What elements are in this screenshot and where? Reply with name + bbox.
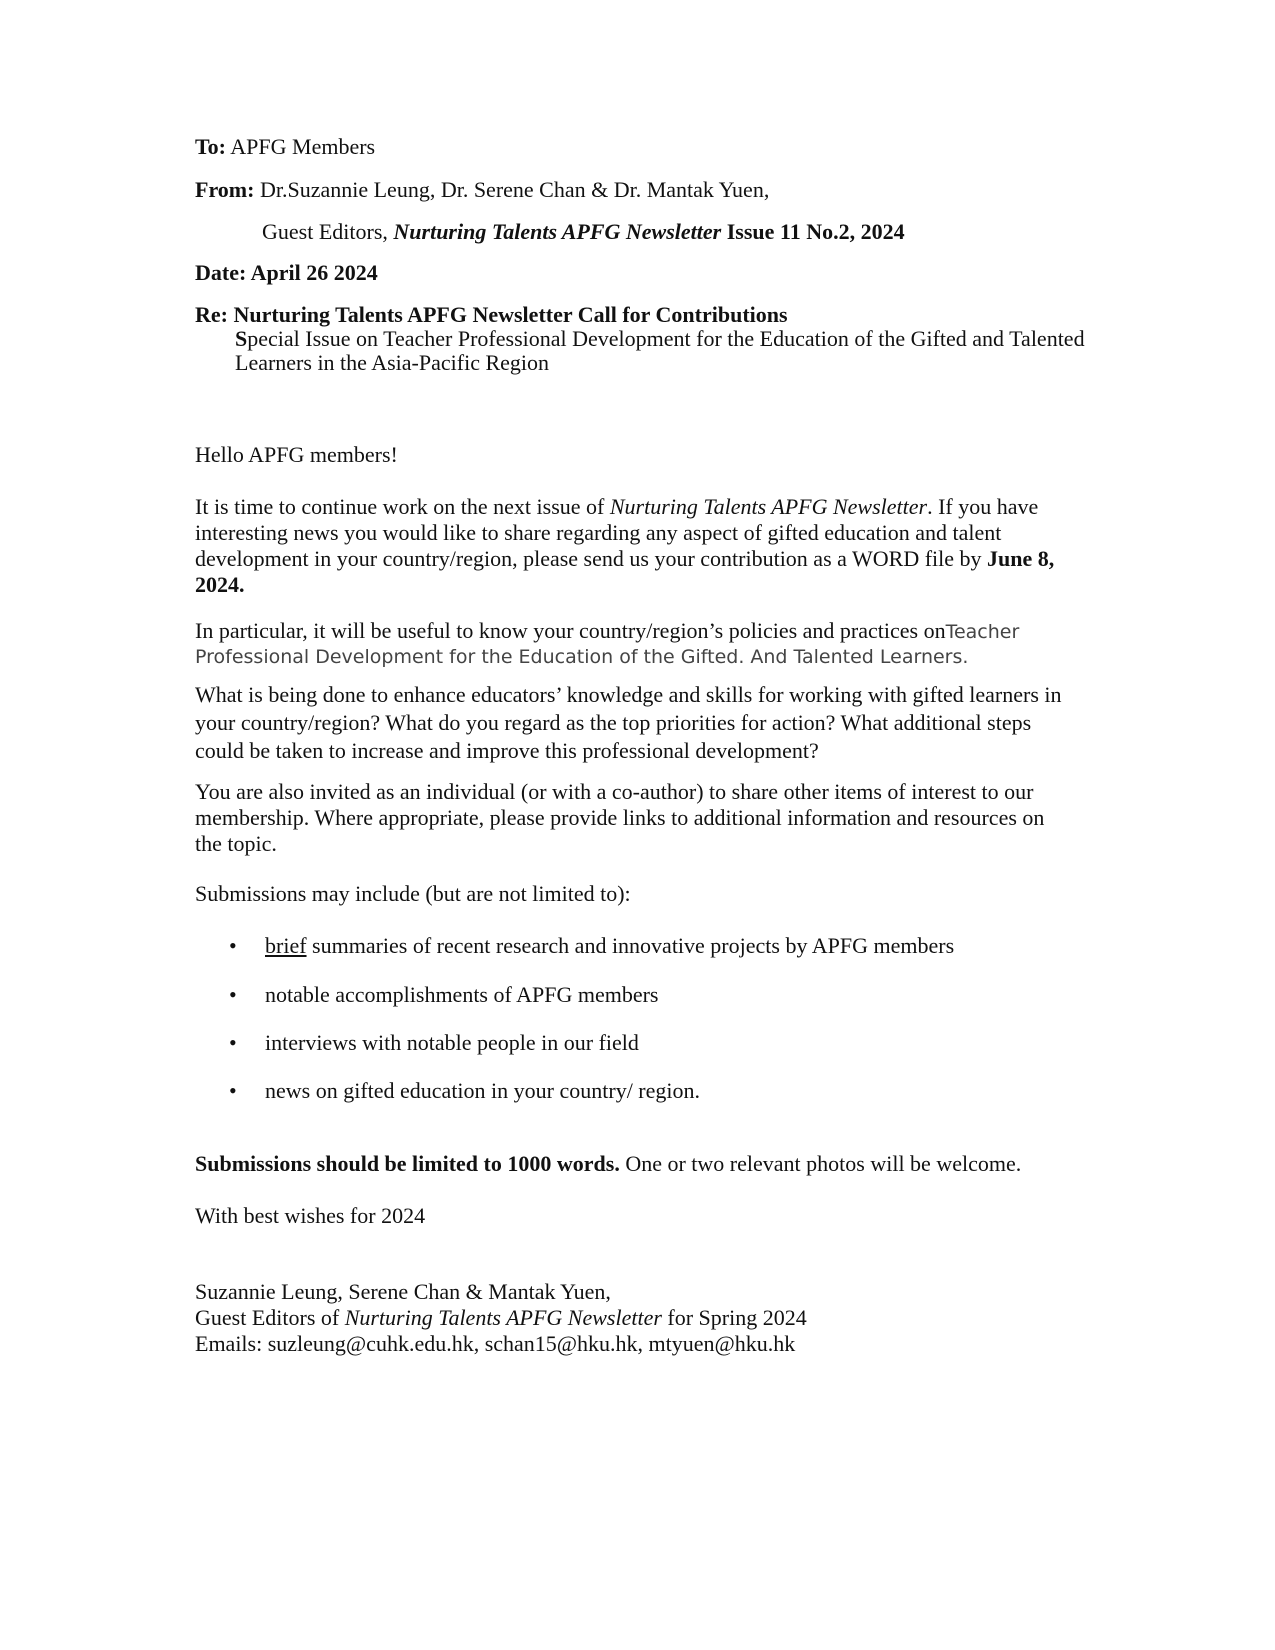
paragraph-4: You are also invited as an individual (or with a co-author) to share other items of interest to our membership. Where appropriate, please provide links to additional information and resources on the topic. — [195, 779, 1045, 856]
from-line-2 — [262, 219, 1162, 245]
from-newsletter-title: Nurturing Talents APFG Newsletter — [393, 219, 722, 244]
signature-emails: Emails: suzleung@cuhk.edu.hk, schan15@hku.hk, mtyuen@hku.hk — [195, 1331, 796, 1356]
word-limit-rest: One or two relevant photos will be welcome. — [619, 1151, 1022, 1176]
signature-role-suffix: for Spring 2024 — [661, 1305, 807, 1330]
from-label: From: — [195, 177, 255, 202]
signature-names: Suzannie Leung, Serene Chan & Mantak Yuen, — [195, 1279, 611, 1304]
paragraph-3: What is being done to enhance educators’ knowledge and skills for working with gifted learners in your country/region? What do you regard as the top priorities for action? What additional steps could be taken to increase and improve this professional development? — [195, 682, 1062, 763]
greeting: Hello APFG members! — [195, 442, 398, 467]
bullet1-rest: summaries of recent research and innovative projects by APFG members — [306, 933, 955, 958]
to-line — [195, 134, 1095, 160]
re-sub-rest: pecial Issue on Teacher Professional Development for the Education of the Gifted and Talented Learners in the Asia-Pacific Region — [235, 326, 1085, 375]
para1-deadline: June 8, 2024. — [195, 546, 1055, 597]
re-heading: Re: Nurturing Talents APFG Newsletter Call for Contributions — [195, 302, 788, 327]
paragraph-2 — [195, 619, 1075, 669]
para2-topic: Teacher Professional Development for the Education of the Gifted. And Talented Learners. — [195, 621, 1020, 668]
para2-part1: In particular, it will be useful to know your country/region’s policies and practices on — [195, 618, 946, 643]
list-item-text: notable accomplishments of APFG members — [265, 982, 659, 1007]
from-value: Dr.Suzannie Leung, Dr. Serene Chan & Dr. Mantak Yuen, — [254, 177, 770, 202]
to-label: To: — [195, 134, 226, 159]
word-limit-line — [195, 1151, 1195, 1177]
from-line — [195, 177, 1095, 203]
closing: With best wishes for 2024 — [195, 1203, 426, 1228]
signature-role-prefix: Guest Editors of — [195, 1305, 345, 1330]
list-item-text: news on gifted education in your country/ region. — [265, 1078, 701, 1103]
bullet-glyph: • — [229, 1030, 237, 1055]
list-item-text — [265, 933, 954, 959]
bullet1-underlined: brief — [265, 933, 307, 958]
paragraph-1 — [195, 494, 1065, 598]
signature-role — [195, 1305, 1095, 1331]
word-limit-bold: Submissions should be limited to 1000 words. — [195, 1151, 620, 1176]
from-role-prefix: Guest Editors, — [262, 219, 394, 244]
signature-newsletter-title: Nurturing Talents APFG Newsletter — [344, 1305, 662, 1330]
bullet-glyph: • — [229, 982, 237, 1007]
list-item-text: interviews with notable people in our field — [265, 1030, 639, 1055]
signature-block — [195, 1279, 1095, 1357]
from-issue: Issue 11 No.2, 2024 — [721, 219, 905, 244]
para1-part2: . If you have interesting news you would like to share regarding any aspect of gifted education and talent development in your country/region, please send us your contribution as a WORD file by — [195, 494, 1039, 571]
bullet-glyph: • — [229, 1078, 237, 1103]
para1-part1: It is time to continue work on the next issue of — [195, 494, 610, 519]
submissions-intro: Submissions may include (but are not limited to): — [195, 881, 631, 906]
to-value: APFG Members — [225, 134, 376, 159]
re-subheading — [235, 327, 1085, 375]
re-sub-initial: S — [235, 326, 248, 351]
date-line: Date: April 26 2024 — [195, 260, 378, 285]
para1-newsletter-title: Nurturing Talents APFG Newsletter — [609, 494, 928, 519]
bullet-glyph: • — [229, 933, 237, 958]
